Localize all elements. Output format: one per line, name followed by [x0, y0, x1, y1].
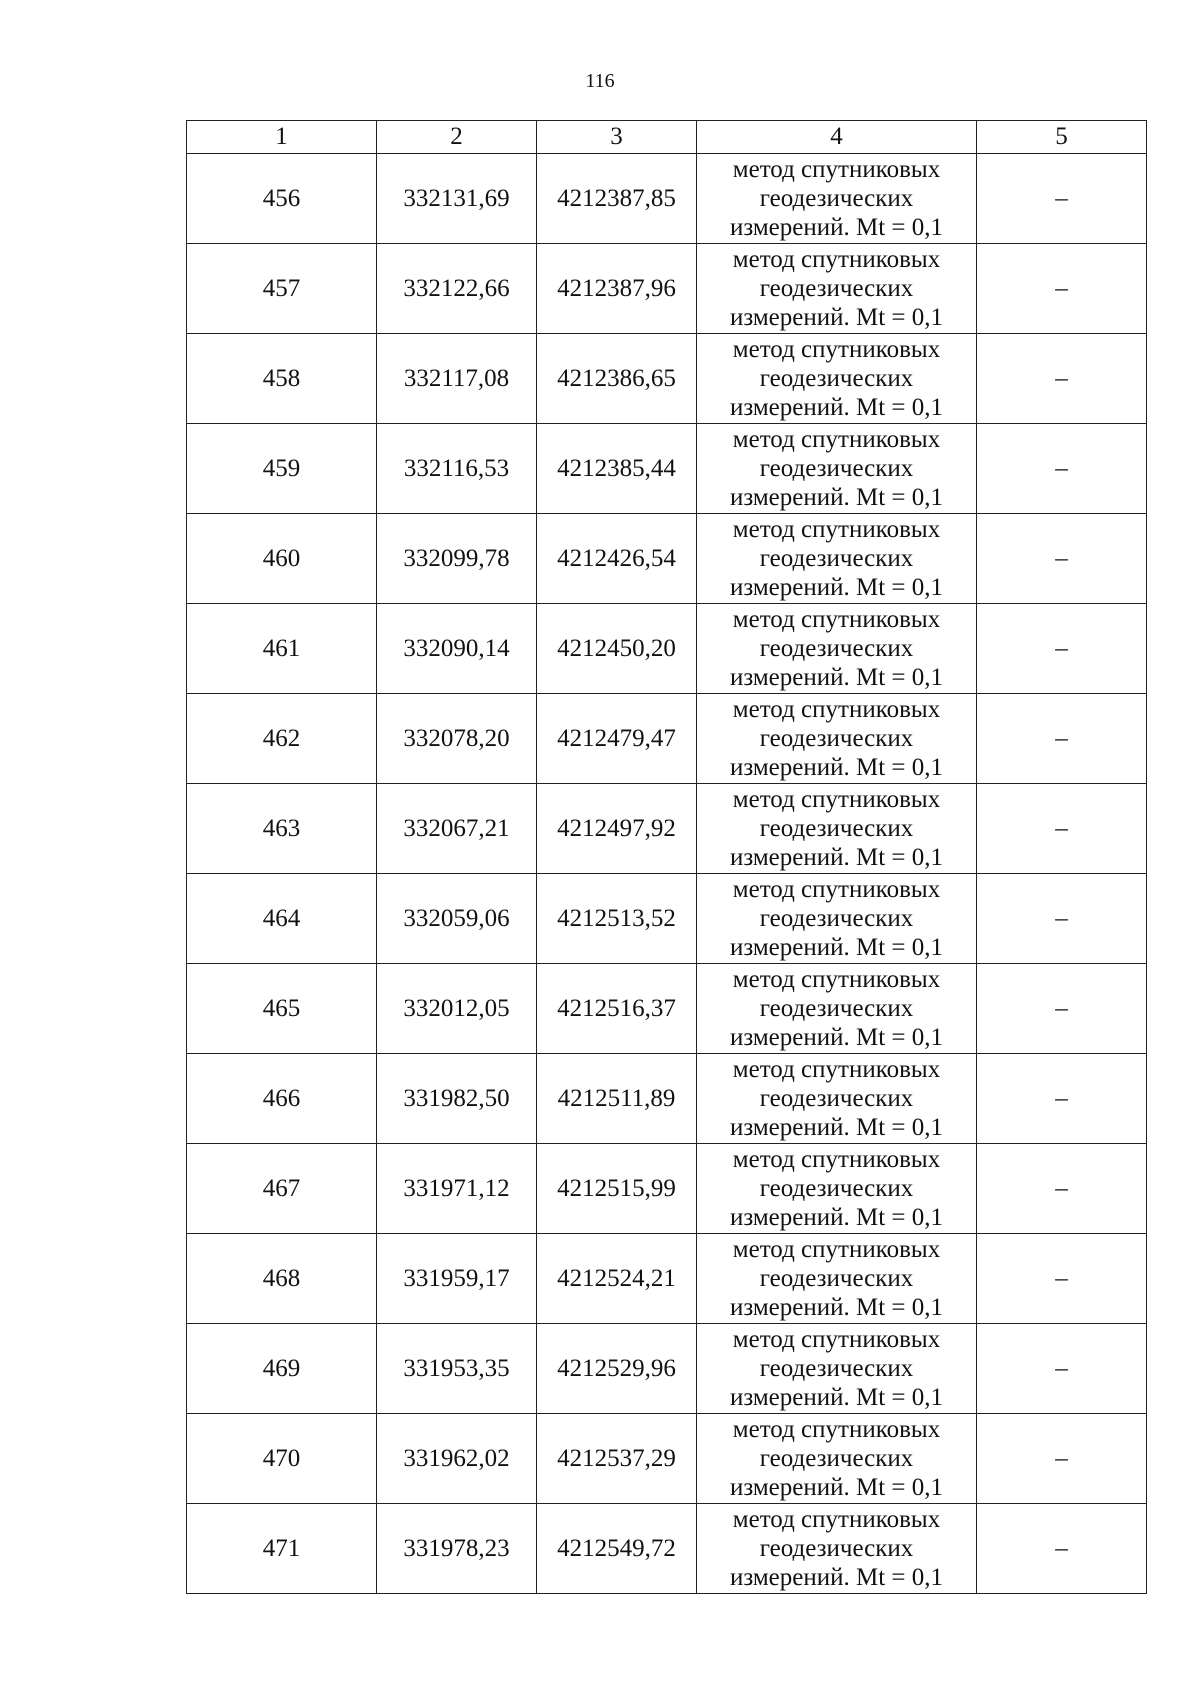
method-cell — [697, 1054, 977, 1144]
table-row — [187, 1144, 1147, 1234]
y-coordinate-cell: 4212497,92 — [537, 784, 697, 874]
table-row — [187, 1504, 1147, 1594]
method-line: геодезических — [759, 635, 914, 662]
point-number-cell: 467 — [187, 1144, 377, 1234]
method-line: метод спутниковых — [732, 336, 941, 363]
column-header-3: 3 — [537, 121, 697, 154]
table-row — [187, 784, 1147, 874]
column-header-5: 5 — [977, 121, 1147, 154]
point-number-cell: 469 — [187, 1324, 377, 1414]
y-coordinate-cell: 4212386,65 — [537, 334, 697, 424]
method-line: геодезических — [759, 1355, 914, 1382]
y-coordinate-cell: 4212513,52 — [537, 874, 697, 964]
method-line: метод спутниковых — [732, 246, 941, 273]
method-line: измерений. Mt = 0,1 — [729, 1024, 944, 1051]
x-coordinate-cell: 331962,02 — [377, 1414, 537, 1504]
method-cell — [697, 334, 977, 424]
point-number-cell: 471 — [187, 1504, 377, 1594]
note-cell: – — [977, 244, 1147, 334]
note-cell: – — [977, 694, 1147, 784]
method-line: метод спутниковых — [732, 786, 941, 813]
x-coordinate-cell: 332117,08 — [377, 334, 537, 424]
column-header-1: 1 — [187, 121, 377, 154]
method-line: геодезических — [759, 995, 914, 1022]
method-line: геодезических — [759, 725, 914, 752]
note-cell: – — [977, 1054, 1147, 1144]
method-line: геодезических — [759, 1175, 914, 1202]
point-number-cell: 456 — [187, 154, 377, 244]
method-line: измерений. Mt = 0,1 — [729, 574, 944, 601]
method-cell — [697, 874, 977, 964]
note-cell: – — [977, 1144, 1147, 1234]
note-cell: – — [977, 604, 1147, 694]
x-coordinate-cell: 331982,50 — [377, 1054, 537, 1144]
x-coordinate-cell: 332078,20 — [377, 694, 537, 784]
method-line: метод спутниковых — [732, 606, 941, 633]
method-cell — [697, 154, 977, 244]
method-cell — [697, 1144, 977, 1234]
method-line: геодезических — [759, 905, 914, 932]
point-number-cell: 461 — [187, 604, 377, 694]
method-line: метод спутниковых — [732, 1326, 941, 1353]
point-number-cell: 457 — [187, 244, 377, 334]
point-number-cell: 463 — [187, 784, 377, 874]
point-number-cell: 459 — [187, 424, 377, 514]
method-line: метод спутниковых — [732, 1056, 941, 1083]
table-row — [187, 154, 1147, 244]
y-coordinate-cell: 4212385,44 — [537, 424, 697, 514]
method-line: геодезических — [759, 1085, 914, 1112]
table-row — [187, 694, 1147, 784]
method-line: метод спутниковых — [732, 1416, 941, 1443]
point-number-cell: 458 — [187, 334, 377, 424]
method-cell — [697, 514, 977, 604]
method-line: геодезических — [759, 545, 914, 572]
point-number-cell: 462 — [187, 694, 377, 784]
method-line: измерений. Mt = 0,1 — [729, 394, 944, 421]
y-coordinate-cell: 4212426,54 — [537, 514, 697, 604]
point-number-cell: 470 — [187, 1414, 377, 1504]
note-cell: – — [977, 514, 1147, 604]
coordinates-table — [186, 120, 1147, 1594]
y-coordinate-cell: 4212479,47 — [537, 694, 697, 784]
method-line: измерений. Mt = 0,1 — [729, 1114, 944, 1141]
note-cell: – — [977, 1414, 1147, 1504]
method-line: геодезических — [759, 275, 914, 302]
method-line: геодезических — [759, 365, 914, 392]
method-cell — [697, 604, 977, 694]
table-row — [187, 244, 1147, 334]
column-header-4: 4 — [697, 121, 977, 154]
method-line: измерений. Mt = 0,1 — [729, 1204, 944, 1231]
point-number-cell: 466 — [187, 1054, 377, 1144]
note-cell: – — [977, 424, 1147, 514]
method-line: метод спутниковых — [732, 1506, 941, 1533]
point-number-cell: 464 — [187, 874, 377, 964]
table-row — [187, 424, 1147, 514]
method-cell — [697, 244, 977, 334]
table-row — [187, 334, 1147, 424]
table-row — [187, 1414, 1147, 1504]
method-line: измерений. Mt = 0,1 — [729, 1384, 944, 1411]
point-number-cell: 465 — [187, 964, 377, 1054]
method-line: метод спутниковых — [732, 876, 941, 903]
note-cell: – — [977, 334, 1147, 424]
table-row — [187, 874, 1147, 964]
method-line: измерений. Mt = 0,1 — [729, 304, 944, 331]
x-coordinate-cell: 331978,23 — [377, 1504, 537, 1594]
x-coordinate-cell: 332122,66 — [377, 244, 537, 334]
table-row — [187, 604, 1147, 694]
x-coordinate-cell: 332116,53 — [377, 424, 537, 514]
method-cell — [697, 1324, 977, 1414]
method-line: метод спутниковых — [732, 426, 941, 453]
note-cell: – — [977, 1324, 1147, 1414]
table-row — [187, 1234, 1147, 1324]
point-number-cell: 460 — [187, 514, 377, 604]
method-line: метод спутниковых — [732, 1236, 941, 1263]
method-line: метод спутниковых — [732, 966, 941, 993]
page-number: 116 — [585, 70, 615, 92]
note-cell: – — [977, 1504, 1147, 1594]
table-row — [187, 514, 1147, 604]
method-line: измерений. Mt = 0,1 — [729, 754, 944, 781]
method-line: измерений. Mt = 0,1 — [729, 664, 944, 691]
method-line: геодезических — [759, 455, 914, 482]
point-number-cell: 468 — [187, 1234, 377, 1324]
method-line: измерений. Mt = 0,1 — [729, 1564, 944, 1591]
table-row — [187, 1324, 1147, 1414]
method-line: измерений. Mt = 0,1 — [729, 1474, 944, 1501]
method-cell — [697, 694, 977, 784]
y-coordinate-cell: 4212511,89 — [537, 1054, 697, 1144]
x-coordinate-cell: 332131,69 — [377, 154, 537, 244]
method-line: измерений. Mt = 0,1 — [729, 844, 944, 871]
method-line: метод спутниковых — [732, 516, 941, 543]
table-body — [187, 154, 1147, 1594]
method-line: геодезических — [759, 1265, 914, 1292]
method-line: геодезических — [759, 1535, 914, 1562]
method-line: измерений. Mt = 0,1 — [729, 214, 944, 241]
note-cell: – — [977, 154, 1147, 244]
table-row — [187, 964, 1147, 1054]
y-coordinate-cell: 4212387,85 — [537, 154, 697, 244]
x-coordinate-cell: 332099,78 — [377, 514, 537, 604]
method-cell — [697, 424, 977, 514]
y-coordinate-cell: 4212450,20 — [537, 604, 697, 694]
y-coordinate-cell: 4212387,96 — [537, 244, 697, 334]
y-coordinate-cell: 4212549,72 — [537, 1504, 697, 1594]
x-coordinate-cell: 331953,35 — [377, 1324, 537, 1414]
column-header-2: 2 — [377, 121, 537, 154]
y-coordinate-cell: 4212537,29 — [537, 1414, 697, 1504]
table-row — [187, 1054, 1147, 1144]
note-cell: – — [977, 964, 1147, 1054]
y-coordinate-cell: 4212524,21 — [537, 1234, 697, 1324]
x-coordinate-cell: 332012,05 — [377, 964, 537, 1054]
y-coordinate-cell: 4212515,99 — [537, 1144, 697, 1234]
x-coordinate-cell: 332090,14 — [377, 604, 537, 694]
method-line: измерений. Mt = 0,1 — [729, 1294, 944, 1321]
x-coordinate-cell: 332067,21 — [377, 784, 537, 874]
method-cell — [697, 1234, 977, 1324]
note-cell: – — [977, 784, 1147, 874]
y-coordinate-cell: 4212516,37 — [537, 964, 697, 1054]
table-header-row — [187, 121, 1147, 154]
method-line: измерений. Mt = 0,1 — [729, 934, 944, 961]
method-cell — [697, 1414, 977, 1504]
note-cell: – — [977, 874, 1147, 964]
method-cell — [697, 784, 977, 874]
method-line: геодезических — [759, 185, 914, 212]
method-line: метод спутниковых — [732, 696, 941, 723]
x-coordinate-cell: 332059,06 — [377, 874, 537, 964]
x-coordinate-cell: 331971,12 — [377, 1144, 537, 1234]
method-line: метод спутниковых — [732, 1146, 941, 1173]
method-line: геодезических — [759, 1445, 914, 1472]
note-cell: – — [977, 1234, 1147, 1324]
method-line: метод спутниковых — [732, 156, 941, 183]
method-line: геодезических — [759, 815, 914, 842]
method-cell — [697, 1504, 977, 1594]
method-cell — [697, 964, 977, 1054]
method-line: измерений. Mt = 0,1 — [729, 484, 944, 511]
y-coordinate-cell: 4212529,96 — [537, 1324, 697, 1414]
x-coordinate-cell: 331959,17 — [377, 1234, 537, 1324]
